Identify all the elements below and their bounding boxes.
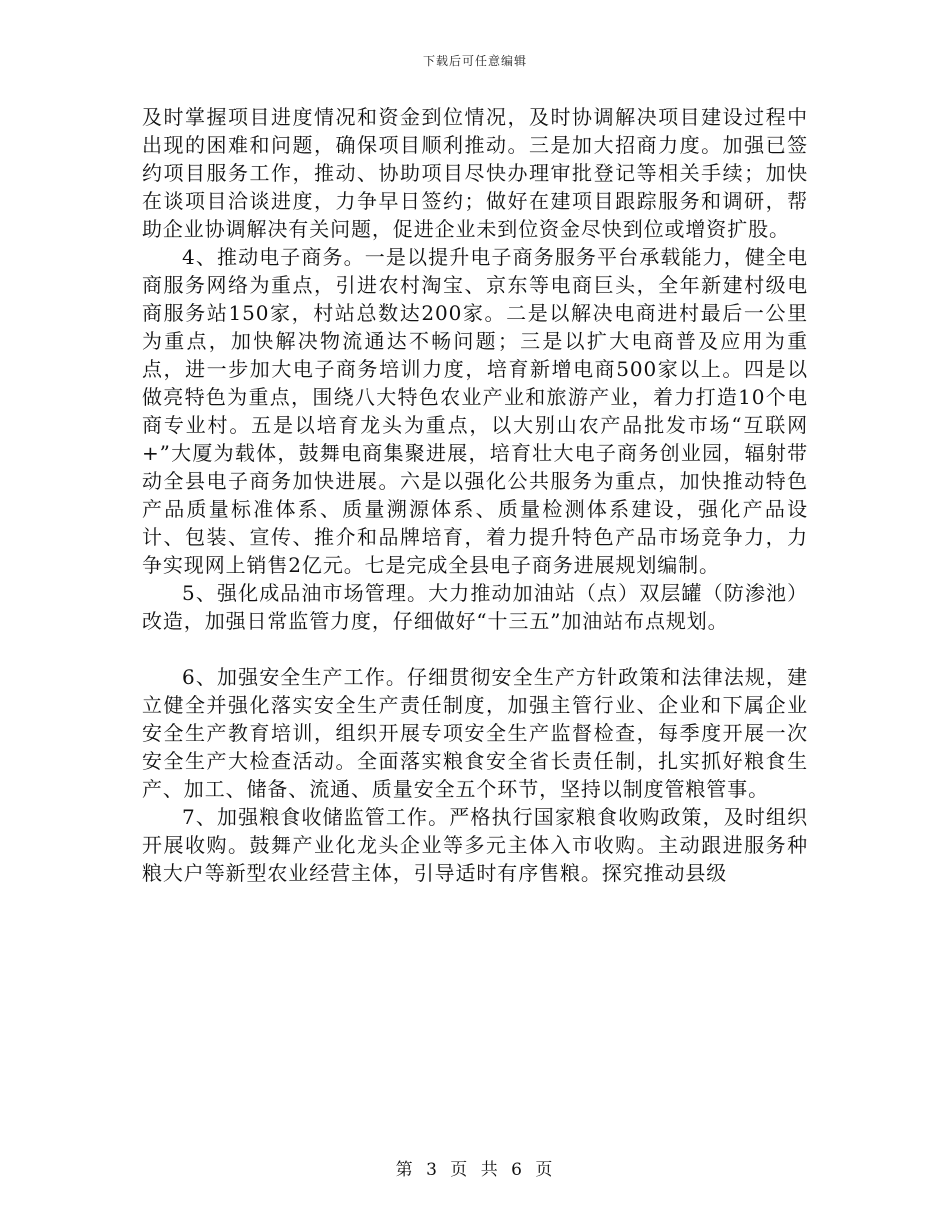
paragraph-item-4: 4、推动电子商务。一是以提升电子商务服务平台承载能力，健全电商服务网络为重点，引进农村淘宝、京东等电商巨头，全年新建村级电商服务站150家，村站总数达200家。二是以解决电商进村最后一公里为重点，加快解决物流通达不畅问题；三是以扩大电商普及应用为重点，进一步加大电子商务培训力度，培育新增电商500家以上。四是以做亮特色为重点，围绕八大特色农业产业和旅游产业，着力打造10个电商专业村。五是以培育龙头为重点，以大别山农产品批发市场“互联网+”大厦为载体，鼓舞电商集聚进展，培育壮大电子商务创业园，辐射带动全县电子商务加快进展。六是以强化公共服务为重点，加快推动特色产品质量标准体系、质量溯源体系、质量检测体系建设，强化产品设计、包装、宣传、推介和品牌培育，着力提升特色产品市场竞争力，力争实现网上销售2亿元。七是完成全县电子商务进展规划编制。 [142,245,808,577]
paragraph-item-7: 7、加强粮食收储监管工作。严格执行国家粮食收购政策，及时组织开展收购。鼓舞产业化龙头企业等多元主体入市收购。主动跟进服务种粮大户等新型农业经营主体，引导适时有序售粮。探究推动县级 [142,805,808,885]
paragraph-continuation: 及时掌握项目进度情况和资金到位情况，及时协调解决项目建设过程中出现的困难和问题，确保项目顺利推动。三是加大招商力度。加强已签约项目服务工作，推动、协助项目尽快办理审批登记等相关手续；加快在谈项目洽谈进度，力争早日签约；做好在建项目跟踪服务和调研，帮助企业协调解决有关问题，促进企业未到位资金尽快到位或增资扩股。 [142,105,808,241]
page-number: 第 3 页 共 6 页 [395,1160,555,1180]
document-body [142,103,808,887]
paragraph-item-6: 6、加强安全生产工作。仔细贯彻安全生产方针政策和法律法规，建立健全并强化落实安全生产责任制度，加强主管行业、企业和下属企业安全生产教育培训，组织开展专项安全生产监督检查，每季度开展一次安全生产大检查活动。全面落实粮食安全省长责任制，扎实抓好粮食生产、加工、储备、流通、质量安全五个环节，坚持以制度管粮管事。 [142,665,808,801]
paragraph-item-5: 5、强化成品油市场管理。大力推动加油站（点）双层罐（防渗池）改造，加强日常监管力度，仔细做好“十三五”加油站布点规划。 [142,581,808,633]
page-header: 下载后可任意编辑 [422,54,527,68]
